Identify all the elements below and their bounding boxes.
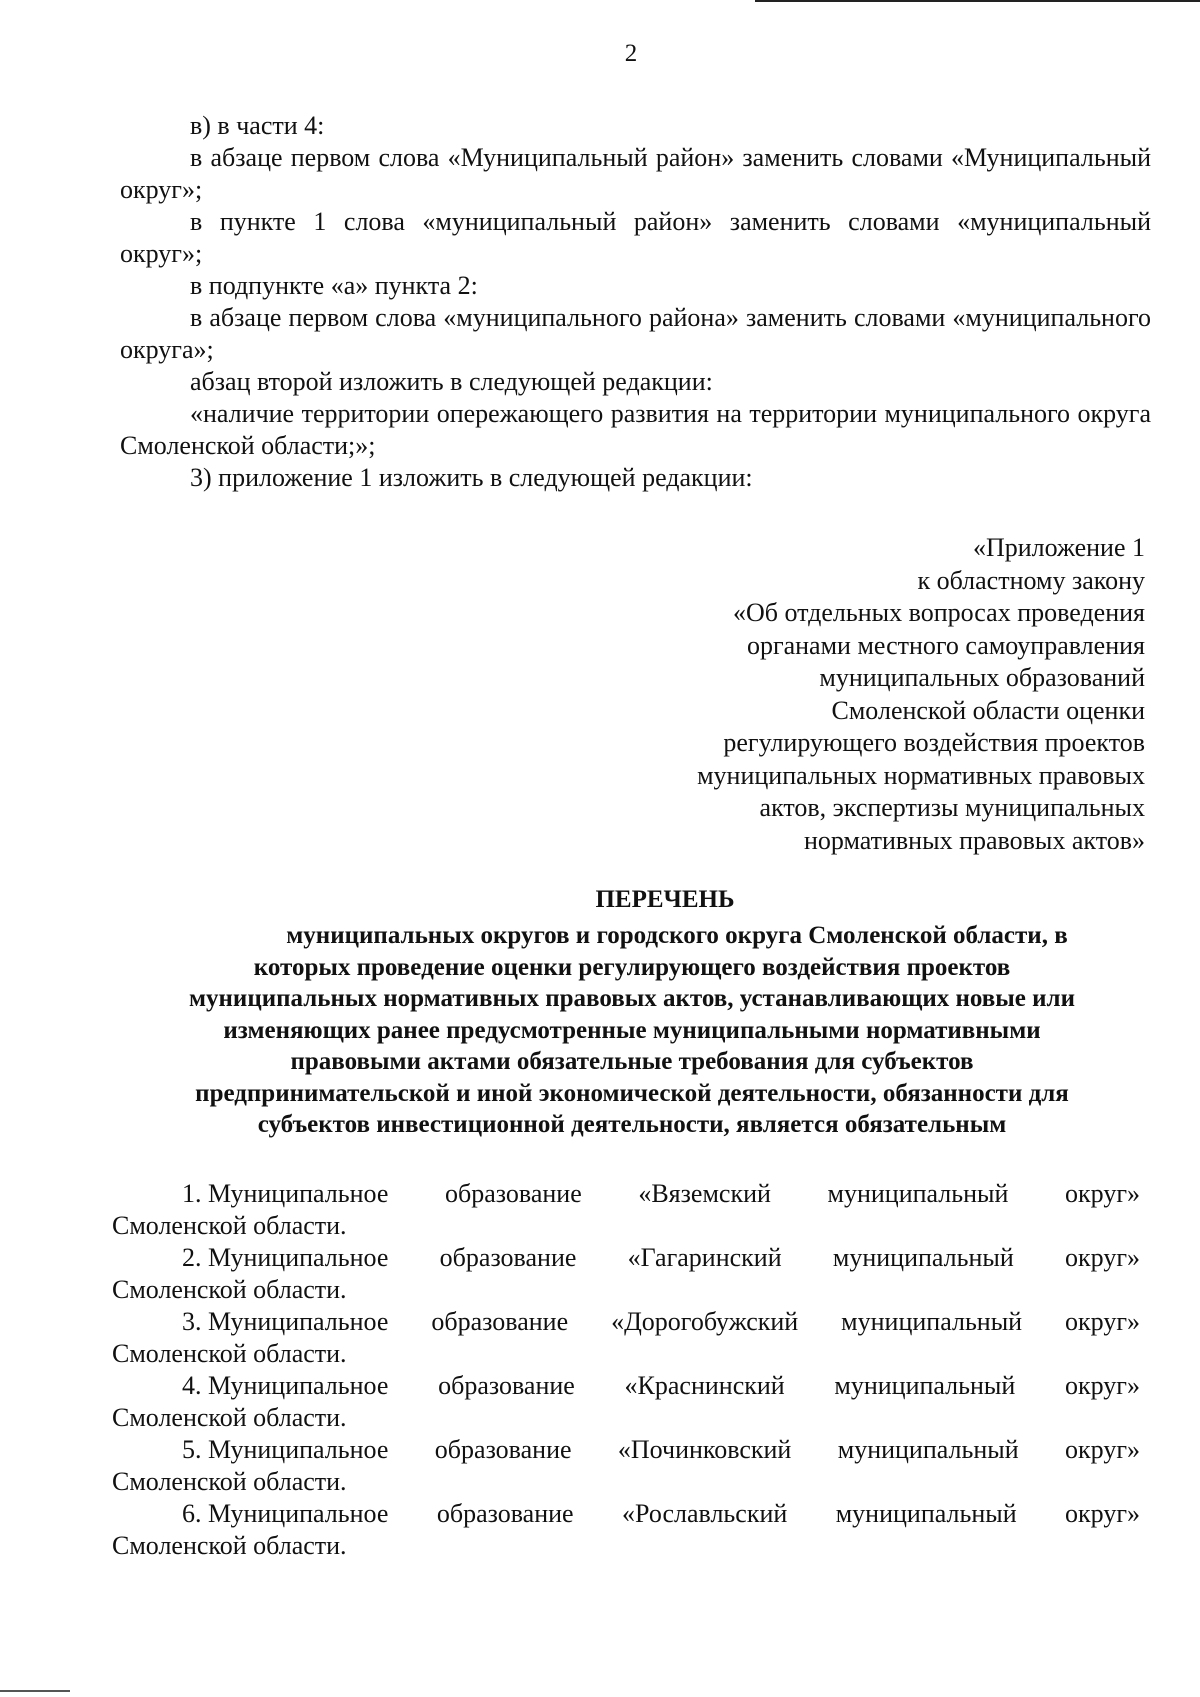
paragraph: в абзаце первом слова «муниципального района» заменить словами «муниципального округа»;	[120, 303, 1151, 364]
list-item-word: округ»	[1065, 1307, 1140, 1336]
list-item-word: округ»	[1065, 1179, 1140, 1208]
scan-edge-line-bottom	[0, 1690, 70, 1692]
list-item-word: муниципальный	[837, 1435, 1019, 1464]
list-item-word: округ»	[1065, 1371, 1140, 1400]
municipality-list	[112, 1178, 1140, 1562]
list-item-word: округ»	[1065, 1243, 1140, 1272]
list-title: ПЕРЕЧЕНЬ	[595, 886, 735, 913]
list-subtitle	[112, 920, 1152, 1141]
list-item	[112, 1370, 1140, 1434]
list-item-word: 4. Муниципальное	[182, 1371, 389, 1400]
list-item-line	[112, 1434, 1140, 1466]
list-item-tail: Смоленской области.	[112, 1339, 347, 1368]
subtitle-line: муниципальных округов и городского округа Смоленской области, в	[286, 922, 1068, 949]
appendix-line: муниципальных нормативных правовых	[697, 760, 1145, 790]
subtitle-line: субъектов инвестиционной деятельности, является обязательным	[257, 1111, 1007, 1138]
list-item-word: округ»	[1065, 1499, 1140, 1528]
list-item-tail: Смоленской области.	[112, 1467, 347, 1496]
subtitle-line: муниципальных нормативных правовых актов, устанавливающих новые или	[189, 985, 1075, 1012]
appendix-header	[585, 532, 1145, 857]
paragraph: «наличие территории опережающего развития на территории муниципального округа Смоленской области;»;	[120, 399, 1151, 460]
list-item-tail: Смоленской области.	[112, 1403, 347, 1432]
list-item-word: «Краснинский	[624, 1371, 785, 1400]
list-item-line	[112, 1242, 1140, 1274]
list-item-word: муниципальный	[834, 1371, 1016, 1400]
subtitle-line: изменяющих ранее предусмотренные муниципальными нормативными	[223, 1016, 1041, 1044]
paragraph: в абзаце первом слова «Муниципальный район» заменить словами «Муниципальный округ»;	[120, 143, 1151, 204]
appendix-line: нормативных правовых актов»	[803, 825, 1145, 855]
appendix-line: актов, экспертизы муниципальных	[759, 793, 1145, 822]
list-item-word: «Починковский	[617, 1435, 792, 1464]
list-item-tail: Смоленской области.	[112, 1531, 347, 1560]
list-item-word: образование	[438, 1371, 575, 1400]
list-item-line	[112, 1498, 1140, 1530]
page-number: 2	[624, 40, 638, 67]
list-item-word: «Рославльский	[622, 1499, 788, 1528]
list-item-word: муниципальный	[835, 1499, 1017, 1528]
list-item-word: 5. Муниципальное	[182, 1435, 389, 1464]
scan-edge-line	[755, 0, 1200, 2]
list-item	[112, 1434, 1140, 1498]
list-item-word: муниципальный	[841, 1307, 1023, 1336]
list-item-word: образование	[436, 1499, 574, 1528]
amendment-text	[120, 110, 1151, 494]
list-item-tail: Смоленской области.	[112, 1211, 347, 1240]
appendix-line: регулирующего воздействия проектов	[723, 728, 1145, 757]
paragraph: в) в части 4:	[190, 111, 325, 140]
list-item-word: образование	[445, 1179, 582, 1208]
list-item-word: образование	[439, 1243, 577, 1272]
list-item	[112, 1306, 1140, 1370]
list-item-tail: Смоленской области.	[112, 1275, 347, 1304]
list-item-word: 2. Муниципальное	[182, 1243, 389, 1272]
list-item-word: «Гагаринский	[627, 1243, 782, 1272]
list-item-word: округ»	[1065, 1435, 1140, 1464]
list-item	[112, 1242, 1140, 1306]
list-item-word: муниципальный	[827, 1179, 1009, 1208]
appendix-line: «Приложение 1	[972, 533, 1145, 562]
list-item-word: 6. Муниципальное	[182, 1499, 389, 1528]
appendix-line: к областному закону	[917, 565, 1145, 595]
subtitle-line: которых проведение оценки регулирующего воздействия проектов	[253, 953, 1011, 981]
list-item	[112, 1498, 1140, 1562]
paragraph: в подпункте «а» пункта 2:	[190, 271, 478, 300]
list-item-word: образование	[434, 1435, 572, 1464]
appendix-line: органами местного самоуправления	[746, 630, 1145, 660]
subtitle-line: предпринимательской и иной экономической деятельности, обязанности для	[195, 1079, 1069, 1107]
list-item-line	[112, 1178, 1140, 1210]
paragraph: абзац второй изложить в следующей редакции:	[190, 367, 713, 396]
list-item	[112, 1178, 1140, 1242]
list-item-word: муниципальный	[832, 1243, 1014, 1272]
list-item-line	[112, 1370, 1140, 1402]
list-item-word: «Дорогобужский	[611, 1307, 799, 1336]
appendix-line: «Об отдельных вопросах проведения	[732, 598, 1145, 627]
paragraph: 3) приложение 1 изложить в следующей редакции:	[190, 463, 753, 492]
list-item-word: 1. Муниципальное	[182, 1179, 389, 1208]
subtitle-line: правовыми актами обязательные требования для субъектов	[290, 1048, 974, 1075]
appendix-line: муниципальных образований	[819, 663, 1145, 692]
list-item-word: «Вяземский	[638, 1179, 771, 1208]
paragraph: в пункте 1 слова «муниципальный район» заменить словами «муниципальный округ»;	[120, 207, 1151, 268]
list-item-word: образование	[431, 1307, 569, 1336]
list-item-line	[112, 1306, 1140, 1338]
list-item-word: 3. Муниципальное	[182, 1307, 389, 1336]
appendix-line: Смоленской области оценки	[831, 695, 1145, 725]
